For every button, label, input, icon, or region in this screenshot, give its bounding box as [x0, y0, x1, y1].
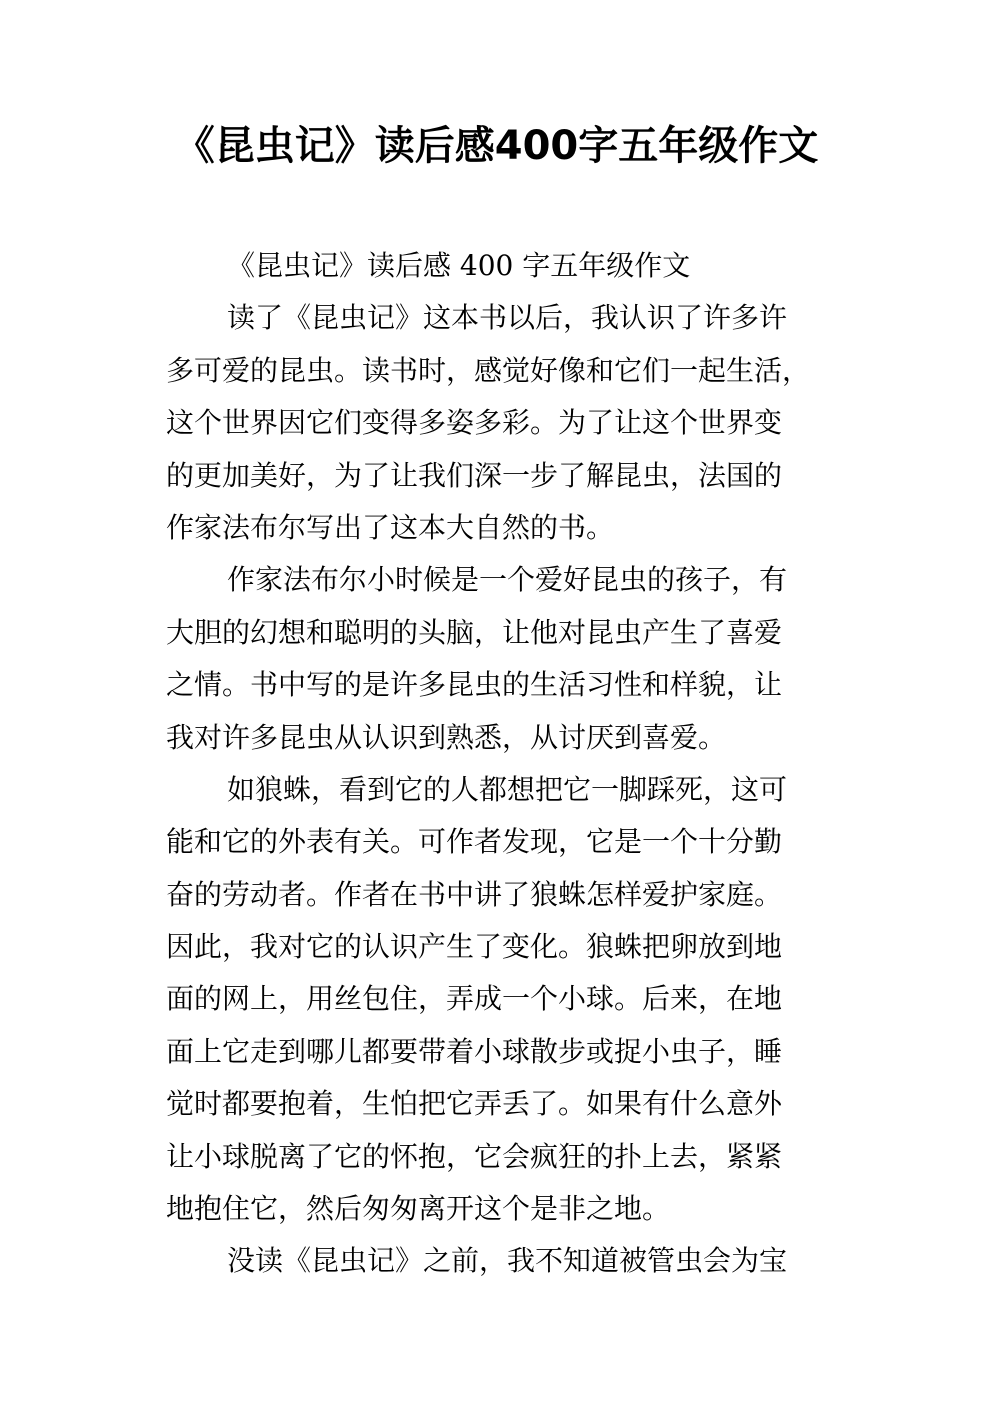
- text-line: 面的网上，用丝包住，弄成一个小球。后来，在地: [166, 982, 783, 1016]
- text-line: 的更加美好，为了让我们深一步了解昆虫，法国的: [166, 458, 783, 492]
- text-line: 大胆的幻想和聪明的头脑，让他对昆虫产生了喜爱: [166, 615, 783, 649]
- text-line: 如狼蛛，看到它的人都想把它一脚踩死，这可: [227, 772, 788, 806]
- text-line: 我对许多昆虫从认识到熟悉，从讨厌到喜爱。: [166, 720, 727, 754]
- text-line: 这个世界因它们变得多姿多彩。为了让这个世界变: [166, 406, 783, 440]
- text-line: 读了《昆虫记》这本书以后，我认识了许多许: [227, 301, 788, 335]
- text-line: 《昆虫记》读后感 400 字五年级作文: [227, 249, 691, 282]
- text-line: 面上它走到哪儿都要带着小球散步或捉小虫子，睡: [166, 1034, 783, 1068]
- text-line: 因此，我对它的认识产生了变化。狼蛛把卵放到地: [166, 930, 783, 964]
- text-line: 多可爱的昆虫。读书时，感觉好像和它们一起生活，: [166, 353, 811, 387]
- text-line: 奋的劳动者。作者在书中讲了狼蛛怎样爱护家庭。: [166, 877, 783, 911]
- text-line: 没读《昆虫记》之前，我不知道被管虫会为宝: [227, 1244, 788, 1278]
- document-title: 《昆虫记》读后感400字五年级作文: [174, 123, 819, 169]
- text-line: 能和它的外表有关。可作者发现，它是一个十分勤: [166, 825, 783, 859]
- text-line: 作家法布尔写出了这本大自然的书。: [166, 510, 615, 544]
- text-line: 让小球脱离了它的怀抱，它会疯狂的扑上去，紧紧: [166, 1139, 783, 1173]
- document-body: [166, 240, 831, 1288]
- text-line: 地抱住它，然后匆匆离开这个是非之地。: [166, 1192, 671, 1226]
- text-line: 觉时都要抱着，生怕把它弄丢了。如果有什么意外: [166, 1087, 783, 1121]
- text-line: 之情。书中写的是许多昆虫的生活习性和样貌，让: [166, 668, 783, 702]
- text-line: 作家法布尔小时候是一个爱好昆虫的孩子，有: [227, 563, 788, 597]
